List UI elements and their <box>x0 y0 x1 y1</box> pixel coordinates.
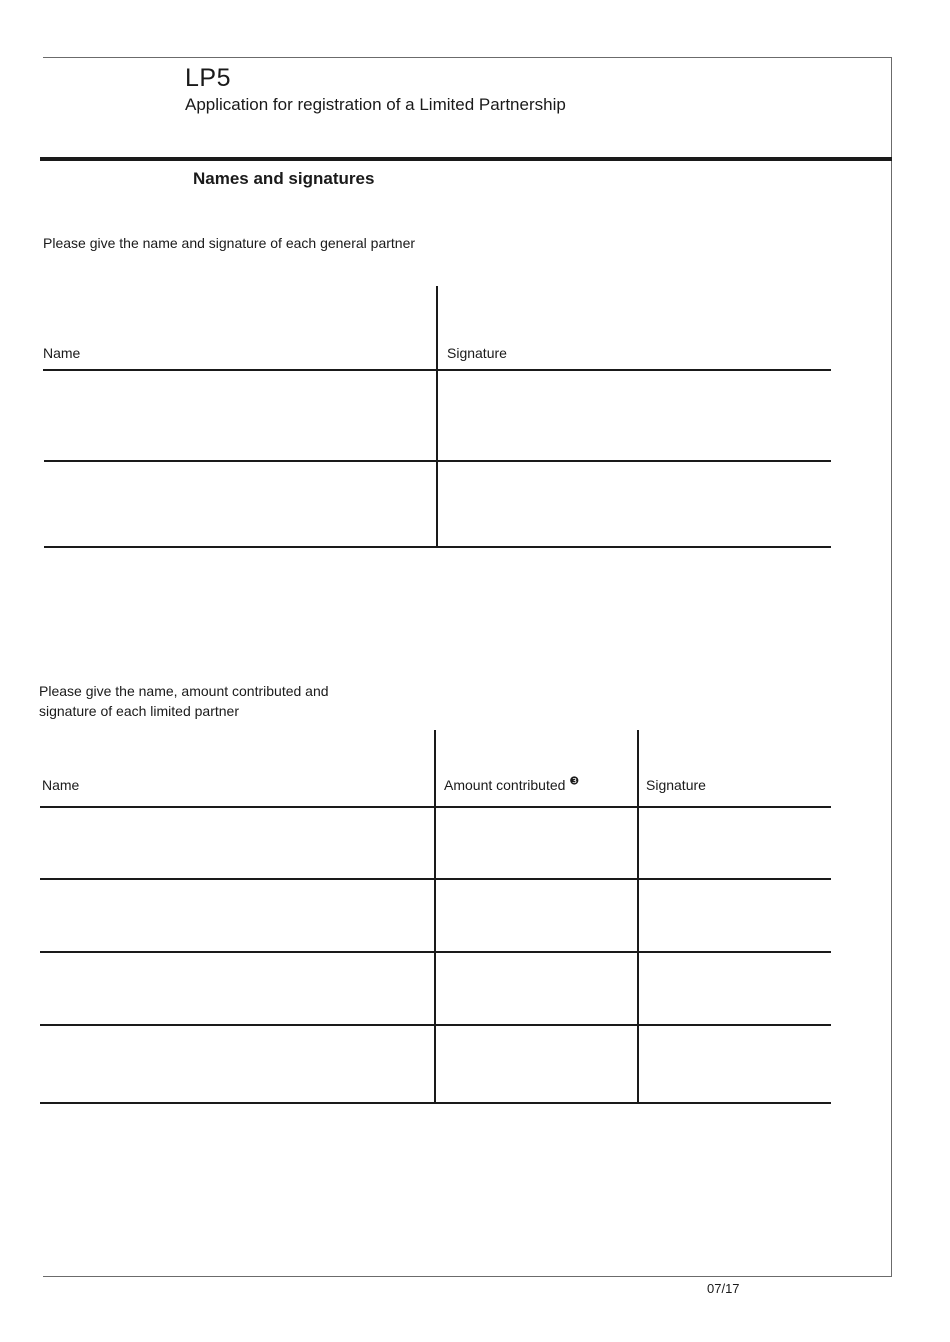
gp-row1-signature-field[interactable] <box>440 372 830 459</box>
lp-row1-signature-field[interactable] <box>641 809 830 877</box>
note-3-icon: ❸ <box>569 775 580 788</box>
gp-row2-name-field[interactable] <box>44 463 434 545</box>
header-divider <box>40 157 892 161</box>
lp-bottom-rule <box>40 1102 831 1104</box>
lp-column-divider-2 <box>637 730 639 1104</box>
frame-top-border <box>43 57 892 58</box>
lp-row3-amount-field[interactable] <box>438 954 636 1023</box>
limited-partners-instruction <box>39 681 359 721</box>
form-version: 07/17 <box>707 1281 740 1296</box>
lp-row2-signature-field[interactable] <box>641 881 830 950</box>
lp-header-rule <box>40 806 831 808</box>
lp-header-amount <box>444 776 579 794</box>
frame-right-border <box>891 57 892 1277</box>
gp-header-name: Name <box>43 345 81 361</box>
lp-row2-name-field[interactable] <box>41 881 433 950</box>
lp-instruction-line-2: signature of each limited partner <box>39 703 239 719</box>
gp-row1-name-field[interactable] <box>44 372 434 459</box>
lp-row3-signature-field[interactable] <box>641 954 830 1023</box>
lp-row4-amount-field[interactable] <box>438 1027 636 1101</box>
general-partners-instruction: Please give the name and signature of each general partner <box>43 235 416 251</box>
gp-header-rule <box>43 369 831 371</box>
gp-row-rule <box>44 460 831 462</box>
form-title: Application for registration of a Limited Partnership <box>185 95 566 114</box>
gp-column-divider <box>436 286 438 548</box>
gp-bottom-rule <box>44 546 831 548</box>
lp-row-rule-2 <box>40 951 831 953</box>
lp-row-rule-1 <box>40 878 831 880</box>
lp-row2-amount-field[interactable] <box>438 881 636 950</box>
gp-row2-signature-field[interactable] <box>440 463 830 545</box>
lp-row3-name-field[interactable] <box>41 954 433 1023</box>
lp-row-rule-3 <box>40 1024 831 1026</box>
lp-header-amount-label: Amount contributed <box>444 777 566 793</box>
lp-column-divider-1 <box>434 730 436 1104</box>
lp-row4-name-field[interactable] <box>41 1027 433 1101</box>
lp-header-signature: Signature <box>646 777 706 793</box>
gp-header-signature: Signature <box>447 345 507 361</box>
lp-row1-amount-field[interactable] <box>438 809 636 877</box>
lp-instruction-line-1: Please give the name, amount contributed and <box>39 683 329 699</box>
lp-header-name: Name <box>42 777 80 793</box>
form-code: LP5 <box>185 64 231 92</box>
frame-bottom-border <box>43 1276 892 1277</box>
section-heading: Names and signatures <box>193 169 375 188</box>
lp-row1-name-field[interactable] <box>41 809 433 877</box>
lp-row4-signature-field[interactable] <box>641 1027 830 1101</box>
